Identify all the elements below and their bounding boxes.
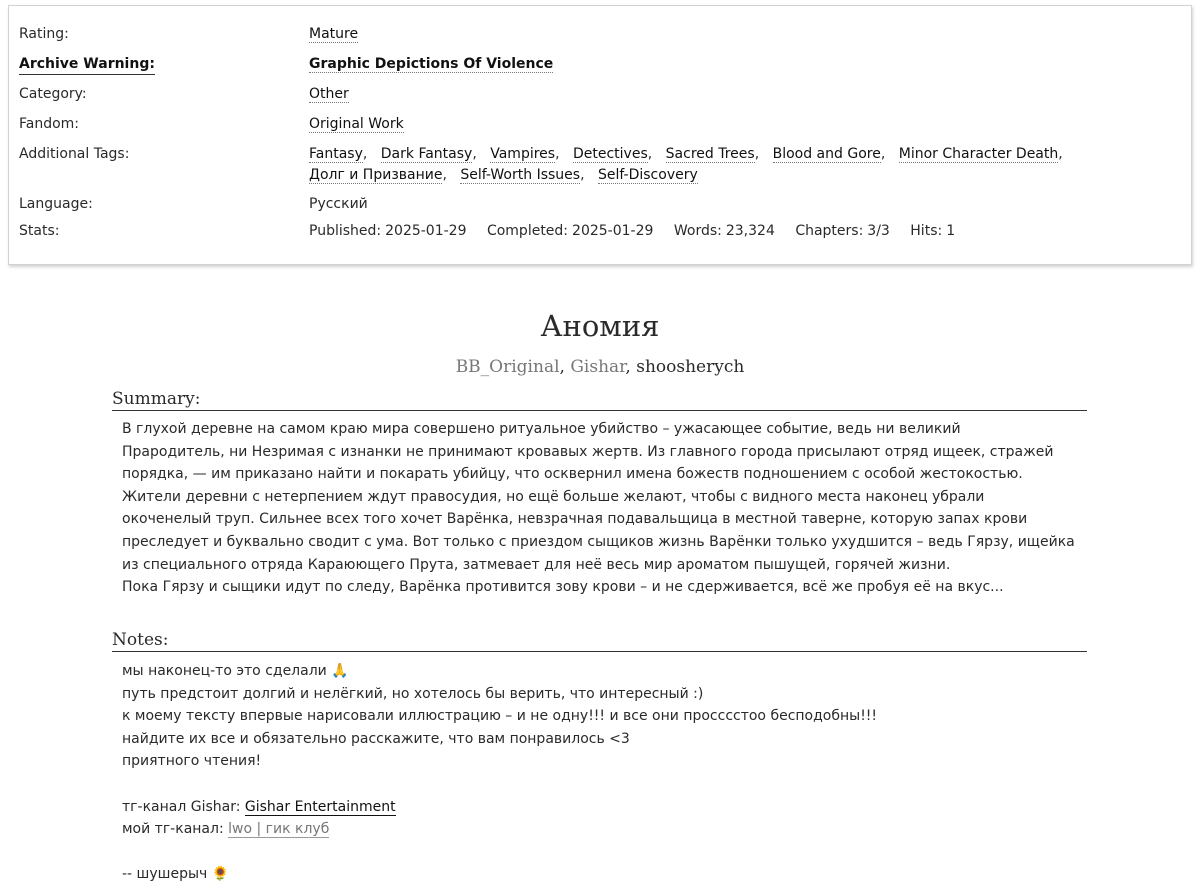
completed-value: 2025-01-29 [572,223,654,239]
tg-gishar-line [122,796,1082,819]
tags-list: Fantasy, Dark Fantasy, Vampires, Detectives, Sacred Trees, Blood and Gore, Minor Character Death, Долг и Призвание, Self-Worth Issues, Self-Discovery [309,146,1063,183]
warning-tag[interactable]: Graphic Depictions Of Violence [309,56,554,72]
praying-hands-icon: 🙏 [331,663,349,679]
summary-heading: Summary: [112,388,1087,411]
tag-item[interactable]: Blood and Gore [772,146,881,162]
summary-line: Пока Гярзу и сыщики идут по следу, Варёнка противится зову крови – и не сдерживается, всё же пробуя её на вкус... [122,579,1004,596]
notes-heading: Notes: [112,629,1087,652]
tag-item[interactable]: Minor Character Death [898,146,1059,162]
summary-line: Прародитель, ни Незримая с изнанки не принимают кровавых жертв. Из главного города присылают отряд ищеек, стражей [122,443,1054,460]
tag-item[interactable]: Vampires [490,146,556,162]
summary-line: Жители деревни с нетерпением ждут правосудия, но ещё больше желают, чтобы с видного места наконец убрали [122,488,985,505]
signature-line [122,863,1082,886]
fandom-tag[interactable]: Original Work [309,116,404,132]
tag-item[interactable]: Fantasy [309,146,363,162]
chapters-label: Chapters: [795,223,864,239]
tag-item[interactable]: Self-Worth Issues [460,167,581,183]
notes-line: приятного чтения! [122,753,262,770]
summary-line: окоченелый труп. Сильнее всех того хочет Варёнка, невзрачная подавальщица в местной таверне, которую запах крови [122,511,1028,528]
gishar-entertainment-link[interactable]: Gishar Entertainment [244,798,396,815]
category-tag[interactable]: Other [309,86,349,102]
stats-values [309,221,1091,242]
warning-label: Archive Warning: [19,54,155,75]
rating-label: Rating: [19,26,69,42]
geek-club-link[interactable]: lwo | гик клуб [228,821,330,838]
fandom-label: Fandom: [19,116,80,132]
summary-line: В глухой деревне на самом краю мира совершено ритуальное убийство – ужасающее событие, ведь ни великий [122,421,961,437]
author-separator: , [625,357,637,377]
tag-item[interactable]: Sacred Trees [665,146,755,162]
tg-own-prefix: мой тг-канал: [122,821,229,838]
published-value: 2025-01-29 [385,223,467,239]
tags-label: Additional Tags: [19,146,130,162]
tag-item[interactable]: Detectives [572,146,648,162]
author-link[interactable]: Gishar [570,357,626,377]
language-label: Language: [19,196,93,212]
tag-item[interactable]: Self-Discovery [597,167,698,183]
rating-tag[interactable]: Mature [309,26,359,42]
words-label: Words: [673,223,722,239]
sunflower-icon: 🌻 [211,866,230,883]
notes-blank [122,841,1082,864]
tg-own-line [122,818,1082,841]
hits-label: Hits: [910,223,943,239]
summary-text [122,418,1082,599]
completed-label: Completed: [486,223,569,239]
summary-line: преследует и буквально сводит с ума. Вот только с приездом сыщиков жизнь Варёнки только ухудшится – ведь Гярзу, ищейка [122,533,1075,550]
notes-blank [122,773,1082,796]
signature-text: -- шушерыч [122,866,208,883]
tg-gishar-prefix: тг-канал Gishar: [122,798,245,815]
work-meta-box [8,5,1192,265]
byline [0,357,1200,377]
tag-item[interactable]: Долг и Призвание [309,167,443,183]
notes-text [122,660,1082,886]
language-value: Русский [309,196,368,212]
chapters-value: 3/3 [867,223,890,239]
author-link[interactable]: shoosherych [636,357,745,377]
stats-label: Stats: [19,223,60,239]
summary-line: порядка, — им приказано найти и покарать убийцу, что осквернил имена божеств подношением с особой жестокостью. [122,466,1023,483]
tag-item[interactable]: Dark Fantasy [380,146,473,162]
notes-line: найдите их все и обязательно расскажите, что вам понравилось <3 [122,730,630,747]
notes-line: к моему тексту впервые нарисовали иллюстрацию – и не одну!!! и все они просссстоо бесподобны!!! [122,708,878,725]
author-separator: , [559,357,571,377]
summary-line: из специального отряда Караюющего Прута, затмевает для неё весь мир ароматом пышущей, горячей жизни. [122,556,951,573]
notes-line-text: мы наконец-то это сделали [122,663,327,679]
author-link[interactable]: BB_Original [455,357,560,377]
hits-value: 1 [946,223,956,239]
words-value: 23,324 [725,223,775,239]
notes-line: путь предстоит долгий и нелёгкий, но хотелось бы верить, что интересный :) [122,685,704,702]
work-title: Аномия [540,309,660,343]
notes-line [122,660,1082,683]
category-label: Category: [19,86,87,102]
published-label: Published: [309,223,382,239]
